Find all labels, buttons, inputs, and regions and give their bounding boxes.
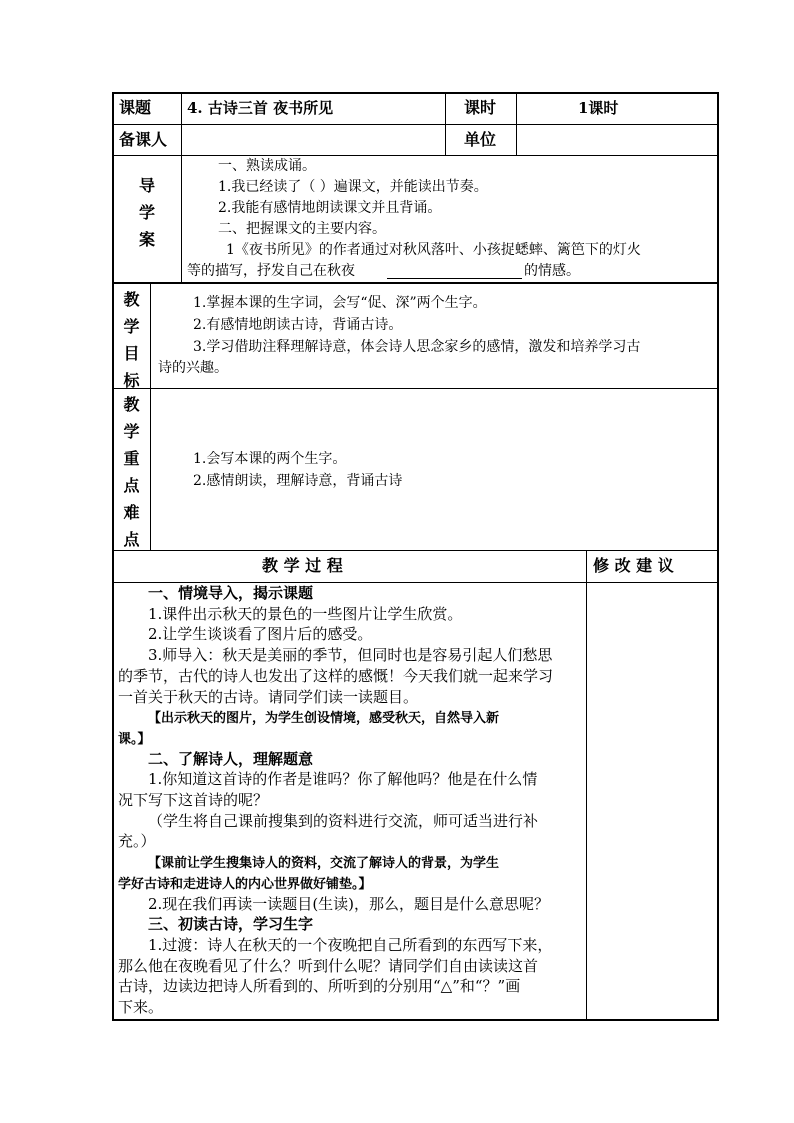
section-heading: 一、情境导入，揭示课题 — [148, 584, 314, 602]
table-border-top — [112, 92, 719, 94]
row-divider — [112, 155, 719, 156]
process-line: 充。） — [118, 832, 156, 851]
design-note: 【出示秋天的图片，为学生创设情境，感受秋天，自然导入新 — [148, 711, 500, 727]
col-divider — [516, 92, 517, 156]
process-line: 2.现在我们再读一读题目(生读)，那么，题目是什么意思呢？ — [148, 894, 550, 913]
fill-blank[interactable] — [387, 278, 522, 279]
goals-label: 教 学 目 标 — [123, 290, 140, 390]
goal-line: 2.有感情地朗读古诗，背诵古诗。 — [193, 317, 403, 333]
row-divider — [112, 550, 719, 551]
process-line: 1.课件出示秋天的景色的一些图片让学生欣赏。 — [148, 604, 463, 623]
row-divider — [112, 282, 719, 284]
design-note: 课。】 — [118, 731, 151, 747]
row-divider — [112, 582, 719, 583]
key-point-line: 2.感情朗读，理解诗意，背诵古诗 — [193, 473, 403, 489]
col-divider — [586, 550, 587, 1020]
guide-line: 二、把握课文的主要内容。 — [218, 221, 386, 237]
process-line: 那么他在夜晚看见了什么？听到什么呢？请同学们自由读读这首 — [118, 956, 539, 975]
label-topic: 课题 — [119, 98, 152, 117]
col-divider — [181, 155, 182, 283]
revision-header: 修 改 建 议 — [593, 556, 674, 575]
label-unit: 单位 — [464, 130, 497, 149]
table-border-bottom — [112, 1019, 719, 1021]
row-divider — [112, 124, 719, 125]
lesson-period: 1课时 — [578, 99, 619, 117]
process-line: 古诗，边读边把诗人所看到的、所听到的分别用“△”和“？”画 — [118, 977, 521, 996]
process-line: 一首关于秋天的古诗。请同学们读一读题目。 — [118, 687, 419, 706]
guide-line: 1.我已经读了（ ）遍课文，并能读出节奏。 — [218, 179, 488, 195]
col-divider — [181, 92, 182, 156]
section-heading: 二、了解诗人，理解题意 — [148, 749, 314, 768]
goal-line: 1.掌握本课的生字词，会写“促、深”两个生字。 — [193, 295, 487, 311]
table-border-right — [717, 92, 719, 1020]
guide-label: 导 学 案 — [138, 176, 155, 249]
key-points-label: 教 学 重 点 难 点 — [123, 395, 140, 549]
guide-line: 2.我能有感情地朗读课文并且背诵。 — [218, 200, 442, 216]
guide-line-end: 的情感。 — [524, 263, 580, 279]
section-heading: 三、初读古诗，学习生字 — [148, 915, 314, 934]
lesson-topic: 4. 古诗三首 夜书所见 — [187, 99, 334, 117]
design-note: 【课前让学生搜集诗人的资料，交流了解诗人的背景，为学生 — [148, 856, 500, 872]
process-line: 1.过渡：诗人在秋天的一个夜晚把自己所看到的东西写下来， — [148, 935, 553, 954]
process-line: 的季节，古代的诗人也发出了这样的感慨！今天我们就一起来学习 — [118, 666, 554, 685]
label-period: 课时 — [464, 98, 497, 117]
process-line: 下来。 — [118, 998, 164, 1016]
process-line: 2.让学生谈谈看了图片后的感受。 — [148, 625, 373, 644]
process-line: 3.师导入：秋天是美丽的季节，但同时也是容易引起人们愁思 — [148, 646, 553, 665]
goal-line: 3.学习借助注释理解诗意，体会诗人思念家乡的感情，激发和培养学习古 — [193, 339, 641, 355]
row-divider — [112, 388, 719, 389]
process-header: 教 学 过 程 — [262, 556, 343, 575]
process-line: 况下写下这首诗的呢？ — [118, 791, 269, 809]
process-line: 1.你知道这首诗的作者是谁吗？你了解他吗？他是在什么情 — [148, 770, 538, 789]
guide-line: 一、熟读成诵。 — [218, 158, 316, 174]
design-note: 学好古诗和走进诗人的内心世界做好铺垫。】 — [118, 876, 372, 892]
process-line: （学生将自己课前搜集到的资料进行交流，师可适当进行补 — [148, 811, 539, 830]
col-divider — [445, 92, 446, 156]
goal-line: 诗的兴趣。 — [158, 360, 228, 376]
guide-line: 等的描写，抒发自己在秋夜 — [187, 263, 355, 279]
key-point-line: 1.会写本课的两个生字。 — [193, 451, 347, 467]
guide-line: 1《夜书所见》的作者通过对秋风落叶、小孩捉蟋蟀、篱笆下的灯火 — [226, 242, 641, 258]
col-divider — [150, 283, 151, 551]
label-preparer: 备课人 — [119, 130, 168, 149]
